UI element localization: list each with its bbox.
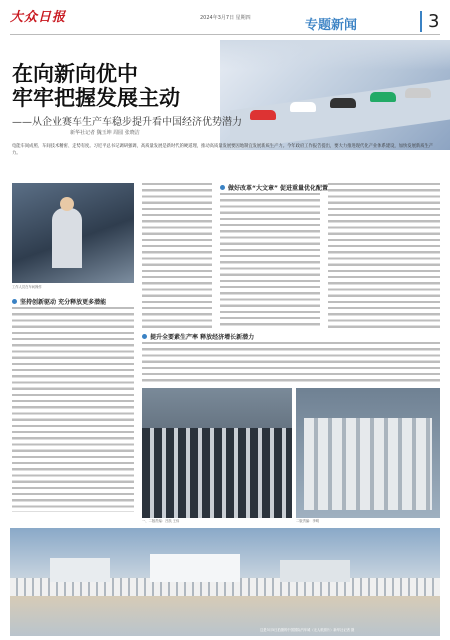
section-heading-middle-text: 提升全要素生产率 释放经济增长新潜力 <box>150 334 255 341</box>
headline-line-2: 牢牢把握发展主动 <box>12 86 180 110</box>
byline: 新华社记者 魏玉坤 周圆 张晓洁 <box>70 130 140 136</box>
section-title: 专题新闻 <box>305 18 358 33</box>
section-heading-right-text: 做好改革“大文章” 促进重量优化配置 <box>228 185 328 192</box>
page-number: 3 <box>420 11 439 32</box>
section-heading-left-text: 坚持创新驱动 充分释放更多潜能 <box>20 299 107 306</box>
bullet-icon <box>220 185 225 190</box>
footer-photo <box>10 528 440 636</box>
newspaper-logo: 大众日报 <box>10 10 67 25</box>
right-column-text-2 <box>328 183 440 328</box>
date-line: 2024年3月7日 星期四 <box>200 15 251 21</box>
bottom-left-editor: 一、二版责编：吕凯 王伟 <box>142 519 180 523</box>
bottom-right-editor: 二版责编：李明 <box>296 519 320 523</box>
factory-photo-left <box>142 388 292 518</box>
right-column-text-1 <box>220 193 320 328</box>
left-photo-caption: 工作人员在车间操作 <box>12 285 42 289</box>
intro-paragraph: 电能车间成照、车间技术精密、走势有度。习近平总书记调研强调，高质量发展是新时代的硬道理，推动高质量发展要因地制宜发展新质生产力。今年政府工作报告提出，要大力推进现代化产业体系建设，加快发展新质生产力。 <box>12 144 434 156</box>
footer-caption: 这是3月5日拍摄的中国国际汽车城（无人机照片）新华社记者 摄 <box>260 628 355 632</box>
center-column-text <box>142 183 212 328</box>
factory-photo-right <box>296 388 440 518</box>
middle-section-text <box>142 342 440 382</box>
left-column-text <box>12 307 134 512</box>
masthead-rule <box>10 34 440 35</box>
headline <box>12 62 272 110</box>
section-heading-right <box>220 183 328 192</box>
section-heading-left <box>12 297 106 306</box>
left-photo <box>12 183 134 283</box>
bullet-icon <box>12 299 17 304</box>
headline-line-1: 在向新向优中 <box>12 62 138 86</box>
subheadline: ——从企业赛车生产车稳步提升看中国经济优势潜力 <box>12 117 242 128</box>
masthead <box>0 0 450 38</box>
bullet-icon <box>142 334 147 339</box>
section-heading-middle <box>142 332 254 341</box>
